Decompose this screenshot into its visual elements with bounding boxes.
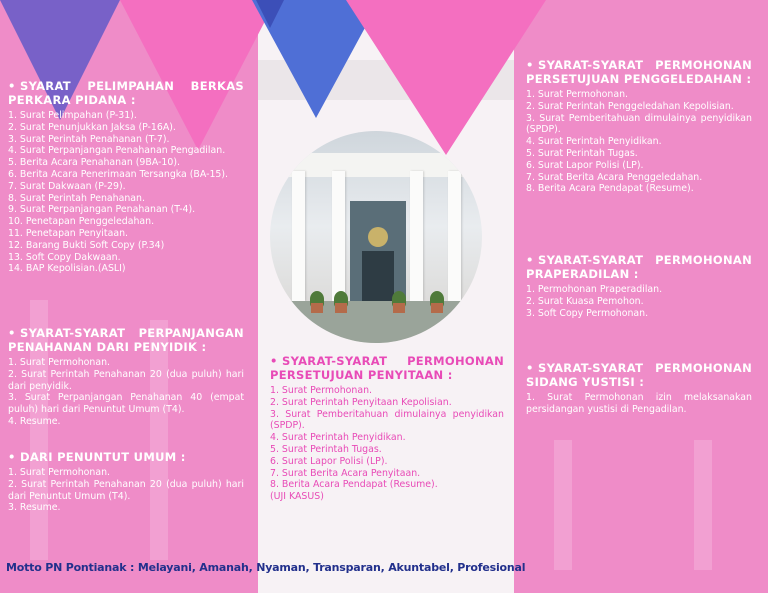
requirement-item: 1. Surat Pelimpahan (P-31).: [8, 110, 137, 121]
requirement-item: 3. Soft Copy Permohonan.: [526, 307, 649, 319]
requirement-list: [526, 89, 752, 195]
requirement-list: [8, 357, 244, 428]
requirement-item: 1. Permohonan Praperadilan.: [526, 284, 663, 295]
decorative-triangle: [256, 0, 284, 28]
requirement-item: 13. Soft Copy Dakwaan.: [8, 251, 121, 263]
requirement-item: 8. Berita Acara Pendapat (Resume).: [270, 479, 438, 491]
requirement-item: 3. Resume.: [8, 502, 61, 514]
section-penggeledahan: [526, 58, 752, 195]
section-heading: • SYARAT-SYARAT PERMOHONAN PERSETUJUAN PENYITAAN :: [270, 354, 504, 382]
requirement-item: 7. Surat Berita Acara Penyitaan.: [270, 467, 421, 479]
requirement-item: 1. Surat Permohonan.: [8, 357, 111, 368]
requirement-item: 8. Surat Perintah Penahanan.: [8, 192, 145, 204]
requirement-item: 6. Surat Lapor Polisi (LP).: [270, 455, 388, 467]
section-sidang-yustisi: [526, 361, 752, 416]
requirement-item: 5. Surat Perintah Tugas.: [270, 443, 382, 455]
requirement-item: 4. Resume.: [8, 415, 61, 427]
requirement-item: 2. Surat Perintah Penyitaan Kepolisian.: [270, 396, 452, 408]
requirement-list: [8, 110, 244, 275]
requirement-item: 1. Surat Permohonan.: [8, 467, 111, 478]
requirement-item: (UJI KASUS): [270, 491, 324, 503]
requirement-item: 7. Surat Berita Acara Penggeledahan.: [526, 171, 703, 183]
requirement-list: [270, 385, 504, 503]
requirement-item: 2. Surat Perintah Penahanan 20 (dua puluh) hari dari Penuntut Umum (T4).: [8, 478, 244, 502]
section-heading: • SYARAT-SYARAT PERMOHONAN SIDANG YUSTISI :: [526, 361, 752, 389]
requirement-item: 14. BAP Kepolisian.(ASLI): [8, 263, 126, 275]
requirement-item: 3. Surat Perpanjangan Penahanan 40 (empat puluh) hari dari Penuntut Umum (T4).: [8, 392, 244, 416]
section-penuntut-umum: [8, 450, 244, 514]
section-penyitaan: [270, 354, 504, 503]
motto-text: Motto PN Pontianak : Melayani, Amanah, Nyaman, Transparan, Akuntabel, Profesional: [6, 561, 526, 574]
requirement-item: 12. Barang Bukti Soft Copy (P.34): [8, 239, 165, 251]
requirement-item: 6. Surat Lapor Polisi (LP).: [526, 159, 644, 171]
background-column: [554, 440, 572, 570]
requirement-item: 2. Surat Kuasa Pemohon.: [526, 295, 644, 307]
requirement-item: 3. Surat Pemberitahuan dimulainya penyidikan (SPDP).: [270, 408, 504, 432]
requirement-item: 1. Surat Permohonan.: [526, 89, 629, 100]
section-heading: • SYARAT-SYARAT PERMOHONAN PRAPERADILAN :: [526, 253, 752, 281]
requirement-item: 4. Surat Perintah Penyidikan.: [526, 136, 662, 148]
requirement-item: 5. Berita Acara Penahanan (9BA-10).: [8, 157, 180, 169]
requirement-item: 9. Surat Perpanjangan Penahanan (T-4).: [8, 204, 196, 216]
requirement-item: 4. Surat Perpanjangan Penahanan Pengadilan.: [8, 145, 226, 157]
requirement-item: 11. Penetapan Penyitaan.: [8, 227, 128, 239]
requirement-item: 2. Surat Perintah Penggeledahan Kepolisian.: [526, 100, 734, 112]
requirement-item: 1. Surat Permohonan.: [270, 385, 373, 396]
requirement-item: 3. Surat Pemberitahuan dimulainya penyidikan (SPDP).: [526, 112, 752, 136]
requirement-item: 2. Surat Perintah Penahanan 20 (dua puluh) hari dari penyidik.: [8, 368, 244, 392]
requirement-item: 4. Surat Perintah Penyidikan.: [270, 432, 406, 444]
requirement-list: [8, 467, 244, 514]
section-praperadilan: [526, 253, 752, 319]
section-heading: • DARI PENUNTUT UMUM :: [8, 450, 186, 464]
requirement-item: 8. Berita Acara Pendapat (Resume).: [526, 183, 694, 195]
section-pelimpahan: [8, 79, 244, 275]
section-heading: • SYARAT PELIMPAHAN BERKAS PERKARA PIDANA :: [8, 79, 244, 107]
requirement-item: 1. Surat Permohonan izin melaksanakan persidangan yustisi di Pengadilan.: [526, 392, 752, 415]
section-heading: • SYARAT-SYARAT PERPANJANGAN PENAHANAN DARI PENYIDIK :: [8, 326, 244, 354]
requirement-list: [526, 284, 752, 319]
background-column: [694, 440, 712, 570]
requirement-item: 2. Surat Penunjukkan Jaksa (P-16A).: [8, 121, 176, 133]
requirement-item: 5. Surat Perintah Tugas.: [526, 147, 638, 159]
requirement-item: 10. Penetapan Penggeledahan.: [8, 216, 155, 228]
requirement-list: [526, 392, 752, 416]
courthouse-photo: [270, 131, 482, 343]
section-perpanjangan-penyidik: [8, 326, 244, 428]
section-heading: • SYARAT-SYARAT PERMOHONAN PERSETUJUAN PENGGELEDAHAN :: [526, 58, 752, 86]
requirement-item: 6. Berita Acara Penerimaan Tersangka (BA-15).: [8, 168, 229, 180]
requirement-item: 3. Surat Perintah Penahanan (T-7).: [8, 133, 170, 145]
requirement-item: 7. Surat Dakwaan (P-29).: [8, 180, 126, 192]
